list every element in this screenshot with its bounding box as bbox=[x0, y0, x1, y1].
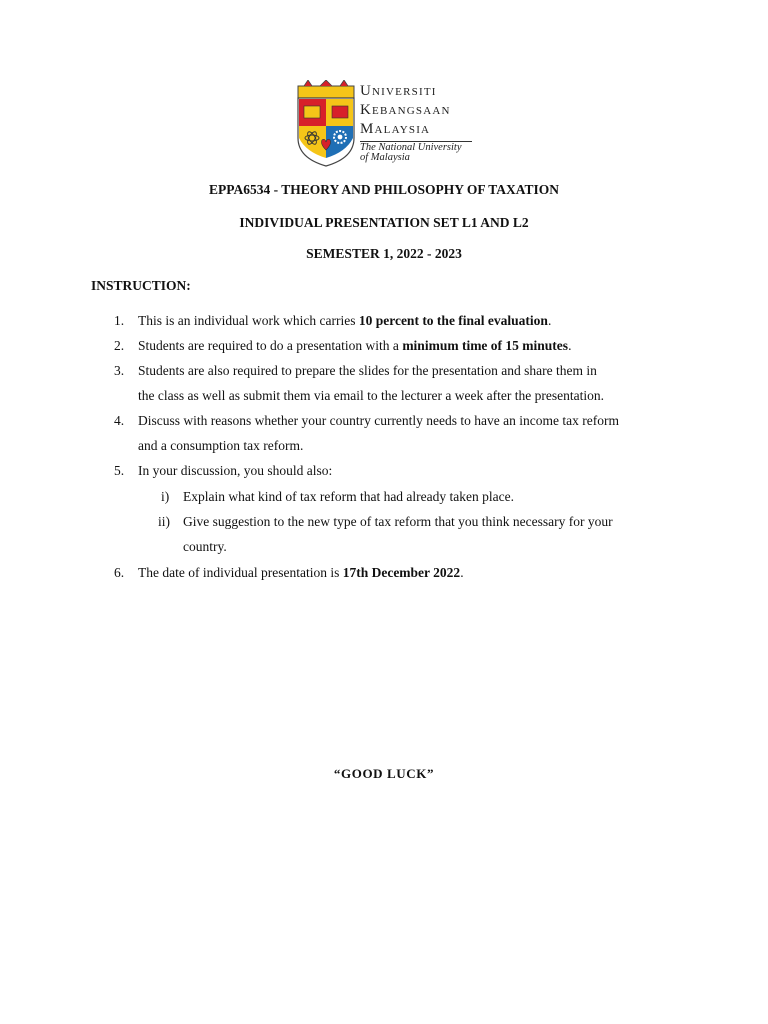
sub-item-number: i) bbox=[161, 489, 170, 504]
university-name-line2: Kebangsaan bbox=[360, 102, 451, 118]
item-number: 1. bbox=[114, 313, 125, 328]
university-name bbox=[360, 82, 484, 163]
closing-message: “GOOD LUCK” bbox=[333, 766, 435, 781]
sub-item-number: ii) bbox=[158, 514, 170, 529]
instruction-item-3-line1: Students are also required to prepare the slides for the presentation and share them in bbox=[138, 363, 597, 378]
instruction-item-4-line1: Discuss with reasons whether your country currently needs to have an income tax reform bbox=[138, 413, 619, 428]
instruction-item-1 bbox=[138, 308, 678, 333]
item-number: 5. bbox=[114, 463, 125, 478]
item-text-end: . bbox=[568, 338, 572, 353]
item-text-end: . bbox=[460, 565, 464, 580]
instruction-heading: INSTRUCTION: bbox=[91, 278, 191, 293]
university-crest-icon bbox=[294, 80, 358, 168]
item-number: 6. bbox=[114, 565, 125, 580]
item-text: The date of individual presentation is bbox=[138, 565, 343, 580]
instruction-item-4-line2: and a consumption tax reform. bbox=[138, 438, 304, 453]
sub-item-ii-line1: Give suggestion to the new type of tax reform that you think necessary for your bbox=[183, 514, 613, 529]
instruction-item-3-line2: the class as well as submit them via email to the lecturer a week after the presentation. bbox=[138, 388, 604, 403]
university-logo bbox=[294, 80, 484, 172]
course-title: EPPA6534 - THEORY AND PHILOSOPHY OF TAXATION bbox=[208, 182, 560, 197]
semester-title: SEMESTER 1, 2022 - 2023 bbox=[306, 246, 462, 261]
item-text: Students are required to do a presentation with a bbox=[138, 338, 403, 353]
item-emphasis: 10 percent to the final evaluation bbox=[358, 313, 548, 328]
instruction-item-5: In your discussion, you should also: bbox=[138, 463, 333, 478]
sub-item-i: Explain what kind of tax reform that had already taken place. bbox=[183, 489, 514, 504]
university-name-line3: Malaysia bbox=[360, 121, 431, 137]
item-number: 2. bbox=[114, 338, 125, 353]
item-number: 4. bbox=[114, 413, 125, 428]
university-english-line2: of Malaysia bbox=[360, 152, 410, 163]
item-emphasis: 17th December 2022 bbox=[342, 565, 461, 580]
item-emphasis: minimum time of 15 minutes bbox=[402, 338, 569, 353]
instruction-item-2 bbox=[138, 333, 678, 358]
assessment-title: INDIVIDUAL PRESENTATION SET L1 AND L2 bbox=[239, 215, 529, 230]
item-text-end: . bbox=[547, 313, 552, 328]
item-number: 3. bbox=[114, 363, 125, 378]
instruction-item-6 bbox=[138, 560, 678, 585]
sub-item-ii-line2: country. bbox=[183, 539, 227, 554]
university-name-line1: Universiti bbox=[360, 83, 437, 99]
item-text: This is an individual work which carries bbox=[138, 313, 359, 328]
university-english-line1: The National University bbox=[360, 142, 462, 153]
